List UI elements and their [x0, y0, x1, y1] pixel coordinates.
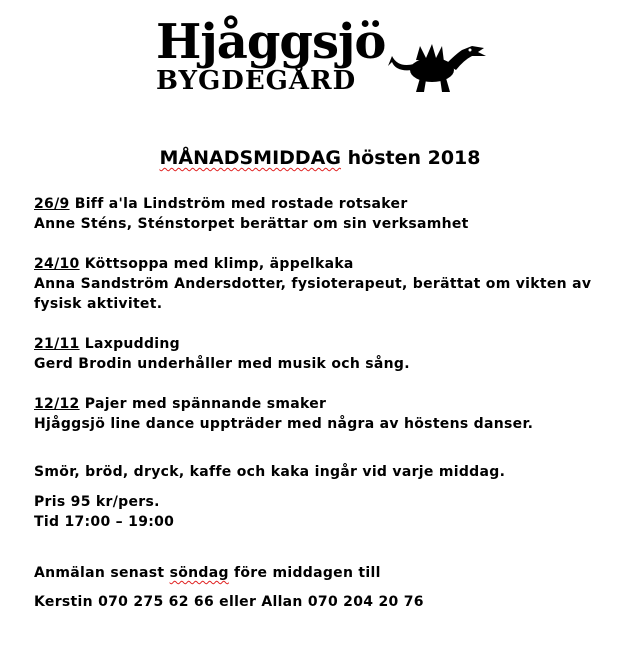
registration-day: söndag: [169, 565, 229, 581]
event-4: [34, 394, 614, 434]
registration-after: före middagen till: [234, 565, 381, 581]
price-time: [34, 492, 614, 532]
title-rest: hösten 2018: [347, 147, 481, 169]
event-menu: Laxpudding: [84, 336, 180, 352]
included-note: [34, 462, 614, 482]
page-title: [0, 146, 623, 170]
contact-text: Kerstin 070 275 62 66 eller Allan 070 204 20 76: [34, 594, 424, 610]
registration: [34, 563, 614, 583]
title-bold-word: MÅNADSMIDDAG: [159, 147, 341, 169]
event-program-line: Hjåggsjö line dance uppträder med några av höstens danser.: [34, 416, 534, 432]
event-menu: Biff a'la Lindström med rostade rotsaker: [74, 196, 408, 212]
registration-before: Anmälan senast: [34, 565, 165, 581]
event-date: 21/11: [34, 336, 80, 352]
included-text: Smör, bröd, dryck, kaffe och kaka ingår vid varje middag.: [34, 464, 506, 480]
time-text: Tid 17:00 – 19:00: [34, 514, 175, 530]
price-text: Pris 95 kr/pers.: [34, 494, 160, 510]
event-date: 26/9: [34, 196, 70, 212]
event-2: [34, 254, 614, 314]
event-3: [34, 334, 614, 374]
event-menu: Pajer med spännande smaker: [84, 396, 327, 412]
event-1: [34, 194, 614, 234]
dragon-icon: [386, 34, 488, 96]
event-program-line: fysisk aktivitet.: [34, 296, 163, 312]
logo-subtitle: BYGDEGÅRD: [156, 66, 357, 96]
event-program-line: Gerd Brodin underhåller med musik och sång.: [34, 356, 410, 372]
event-date: 24/10: [34, 256, 80, 272]
event-menu: Köttsoppa med klimp, äppelkaka: [84, 256, 354, 272]
event-program-line: Anne Sténs, Sténstorpet berättar om sin verksamhet: [34, 216, 469, 232]
event-program-line: Anna Sandström Andersdotter, fysioterapeut, berättat om vikten av: [34, 276, 592, 292]
contact: [34, 592, 614, 612]
logo-name: Hjåggsjö: [156, 14, 386, 70]
event-date: 12/12: [34, 396, 80, 412]
